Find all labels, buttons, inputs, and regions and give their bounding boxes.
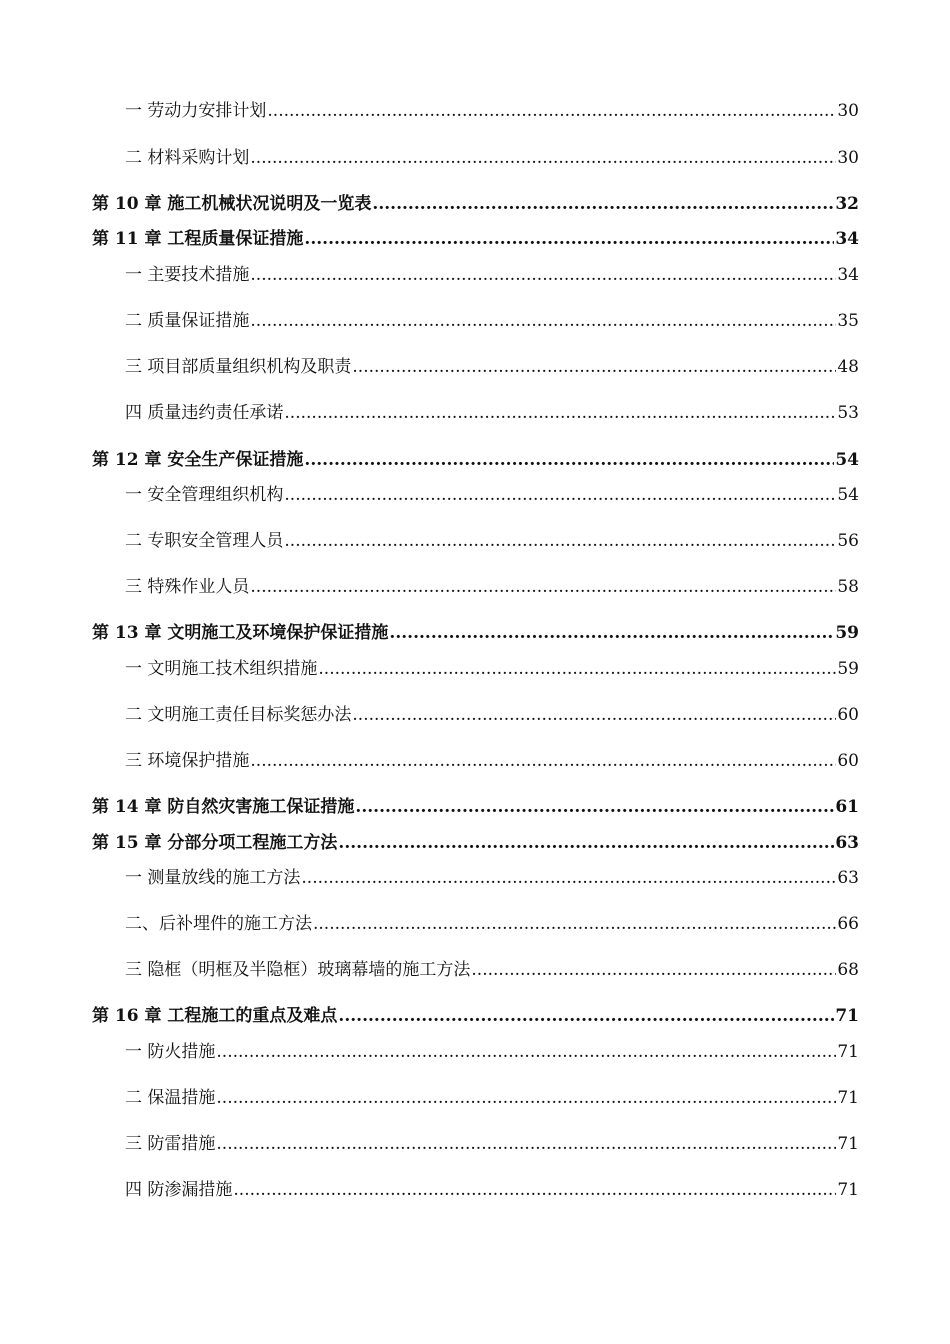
toc-chapter-label: 第 10 章 施工机械状况说明及一览表	[92, 194, 372, 214]
toc-entry[interactable]	[125, 1133, 859, 1155]
toc-entry-label: 三 特殊作业人员	[125, 577, 250, 597]
toc-entry-page: 68	[837, 960, 859, 980]
toc-chapter-label: 第 14 章 防自然灾害施工保证措施	[92, 797, 355, 817]
toc-chapter-page: 54	[835, 450, 859, 470]
toc-chapter-page: 61	[835, 797, 859, 817]
dot-leader	[313, 913, 836, 935]
dot-leader	[216, 1041, 836, 1063]
toc-entry-label: 二 材料采购计划	[125, 148, 250, 168]
toc-chapter[interactable]	[92, 193, 859, 215]
toc-entry[interactable]	[125, 530, 859, 552]
dot-leader	[250, 750, 836, 772]
toc-entry[interactable]	[125, 750, 859, 772]
toc-entry[interactable]	[125, 100, 859, 122]
dot-leader	[338, 1005, 834, 1027]
dot-leader	[284, 484, 836, 506]
toc-entry-page: 71	[837, 1088, 859, 1108]
toc-entry-label: 一 劳动力安排计划	[125, 101, 267, 121]
dot-leader	[304, 228, 834, 250]
toc-entry[interactable]	[125, 356, 859, 378]
toc-entry[interactable]	[125, 264, 859, 286]
toc-chapter-label: 第 16 章 工程施工的重点及难点	[92, 1006, 338, 1026]
dot-leader	[318, 658, 836, 680]
toc-chapter[interactable]	[92, 832, 859, 854]
toc-entry-label: 一 主要技术措施	[125, 265, 250, 285]
toc-chapter-label: 第 15 章 分部分项工程施工方法	[92, 833, 338, 853]
toc-entry-label: 三 隐框（明框及半隐框）玻璃幕墙的施工方法	[125, 960, 471, 980]
toc-entry-page: 59	[837, 659, 859, 679]
toc-entry-label: 二 专职安全管理人员	[125, 531, 284, 551]
toc-chapter[interactable]	[92, 228, 859, 250]
toc-chapter-page: 34	[835, 229, 859, 249]
dot-leader	[250, 576, 836, 598]
toc-entry-page: 60	[837, 751, 859, 771]
toc-chapter-label: 第 12 章 安全生产保证措施	[92, 450, 304, 470]
toc-entry-label: 三 项目部质量组织机构及职责	[125, 357, 352, 377]
toc-entry[interactable]	[125, 310, 859, 332]
toc-chapter-label: 第 11 章 工程质量保证措施	[92, 229, 304, 249]
dot-leader	[301, 867, 836, 889]
toc-entry[interactable]	[125, 402, 859, 424]
toc-entry-label: 一 安全管理组织机构	[125, 485, 284, 505]
toc-entry[interactable]	[125, 867, 859, 889]
toc-chapter[interactable]	[92, 449, 859, 471]
toc-chapter-page: 63	[835, 833, 859, 853]
toc-entry-label: 二 保温措施	[125, 1088, 216, 1108]
toc-entry-page: 60	[837, 705, 859, 725]
toc-entry[interactable]	[125, 484, 859, 506]
dot-leader	[389, 622, 834, 644]
toc-chapter-page: 71	[835, 1006, 859, 1026]
toc-entry-label: 二 文明施工责任目标奖惩办法	[125, 705, 352, 725]
toc-entry-page: 71	[837, 1180, 859, 1200]
toc-entry-label: 一 防火措施	[125, 1042, 216, 1062]
toc-entry-page: 30	[837, 148, 859, 168]
dot-leader	[304, 449, 834, 471]
toc-entry-page: 35	[837, 311, 859, 331]
toc-entry-label: 一 文明施工技术组织措施	[125, 659, 318, 679]
toc-entry[interactable]	[125, 959, 859, 981]
toc-chapter[interactable]	[92, 1005, 859, 1027]
toc-chapter[interactable]	[92, 796, 859, 818]
dot-leader	[355, 796, 834, 818]
dot-leader	[250, 264, 836, 286]
dot-leader	[471, 959, 836, 981]
toc-entry-page: 66	[837, 914, 859, 934]
toc-entry-page: 71	[837, 1134, 859, 1154]
toc-entry-label: 二、后补埋件的施工方法	[125, 914, 312, 934]
dot-leader	[284, 402, 836, 424]
toc-entry-page: 71	[837, 1042, 859, 1062]
toc-entry-page: 58	[837, 577, 859, 597]
toc-entry-label: 四 质量违约责任承诺	[125, 403, 284, 423]
toc-entry-page: 48	[837, 357, 859, 377]
toc-chapter-page: 32	[835, 194, 859, 214]
toc-entry[interactable]	[125, 704, 859, 726]
toc-chapter-page: 59	[835, 623, 859, 643]
toc-entry[interactable]	[125, 1041, 859, 1063]
toc-chapter-label: 第 13 章 文明施工及环境保护保证措施	[92, 623, 389, 643]
toc-entry-page: 63	[837, 868, 859, 888]
toc-entry[interactable]	[125, 1087, 859, 1109]
dot-leader	[250, 147, 836, 169]
toc-entry-label: 二 质量保证措施	[125, 311, 250, 331]
toc-entry[interactable]	[125, 1179, 859, 1201]
toc-entry-page: 56	[837, 531, 859, 551]
dot-leader	[233, 1179, 836, 1201]
dot-leader	[372, 193, 834, 215]
dot-leader	[216, 1133, 836, 1155]
dot-leader	[216, 1087, 836, 1109]
toc-entry-page: 53	[837, 403, 859, 423]
toc-entry-label: 一 测量放线的施工方法	[125, 868, 301, 888]
toc-entry[interactable]	[125, 658, 859, 680]
dot-leader	[352, 704, 836, 726]
toc-entry[interactable]	[125, 576, 859, 598]
dot-leader	[267, 100, 836, 122]
toc-chapter[interactable]	[92, 622, 859, 644]
toc-entry-label: 四 防渗漏措施	[125, 1180, 233, 1200]
toc-entry-page: 34	[837, 265, 859, 285]
dot-leader	[284, 530, 836, 552]
dot-leader	[338, 832, 834, 854]
toc-entry[interactable]	[125, 147, 859, 169]
toc-entry-label: 三 环境保护措施	[125, 751, 250, 771]
toc-entry[interactable]	[125, 913, 859, 935]
toc-entry-label: 三 防雷措施	[125, 1134, 216, 1154]
dot-leader	[352, 356, 836, 378]
toc-entry-page: 30	[837, 101, 859, 121]
dot-leader	[250, 310, 836, 332]
toc-entry-page: 54	[837, 485, 859, 505]
